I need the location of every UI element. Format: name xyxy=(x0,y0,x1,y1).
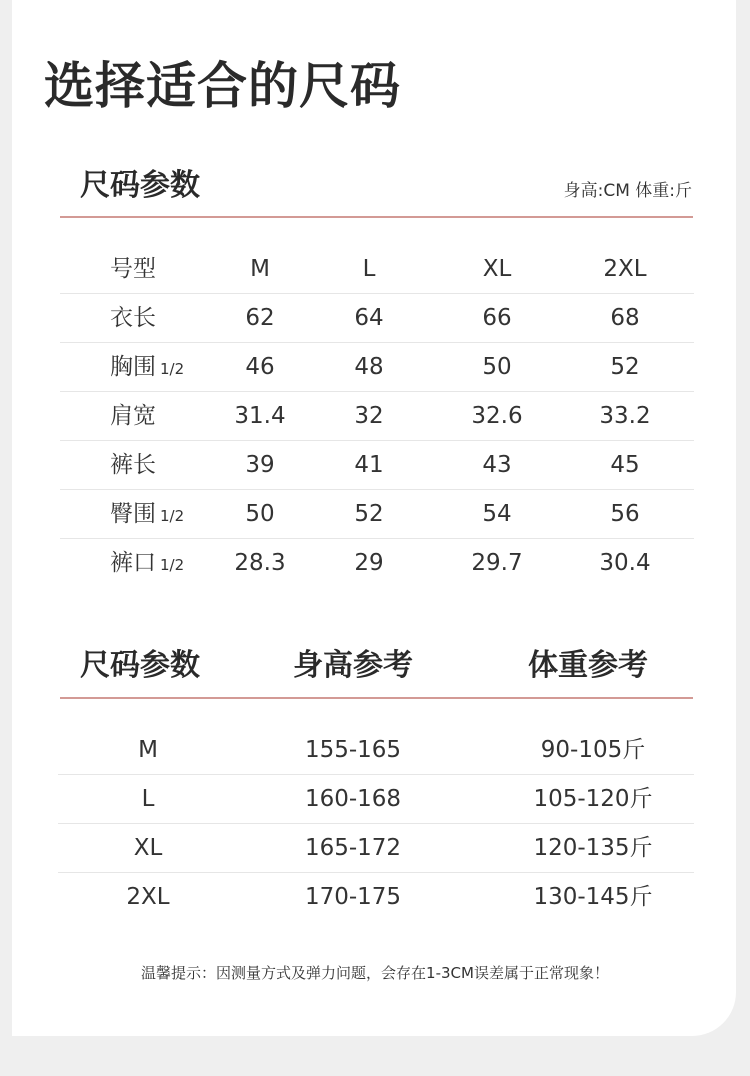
header-height: 身高参考 xyxy=(293,648,413,683)
section2-divider xyxy=(60,697,693,699)
value-l: 52 xyxy=(354,501,384,527)
table-row xyxy=(60,490,694,539)
table-row xyxy=(60,441,694,490)
table-row xyxy=(58,726,694,775)
header-size-xl: XL xyxy=(482,256,512,282)
value-2xl: 68 xyxy=(610,305,640,331)
ref-height: 160-168 xyxy=(304,786,402,812)
row-label: 衣长 xyxy=(110,305,156,331)
size-measurement-table xyxy=(60,245,694,587)
table-row xyxy=(60,539,694,587)
page-title: 选择适合的尺码 xyxy=(44,57,401,115)
ref-size: XL xyxy=(133,835,163,861)
ref-height: 155-165 xyxy=(304,737,402,763)
table-row xyxy=(60,343,694,392)
value-m: 31.4 xyxy=(234,403,286,429)
header-label: 号型 xyxy=(110,256,156,282)
half-suffix: 1/2 xyxy=(160,507,185,525)
value-2xl: 33.2 xyxy=(599,403,651,429)
value-m: 62 xyxy=(245,305,275,331)
value-m: 39 xyxy=(245,452,275,478)
table-row xyxy=(58,775,694,824)
warm-tip-note: 温馨提示：因测量方式及弹力问题，会存在1-3CM误差属于正常现象！ xyxy=(141,964,609,982)
value-xl: 54 xyxy=(482,501,512,527)
ref-weight: 90-105斤 xyxy=(540,737,646,763)
table-row xyxy=(58,824,694,873)
header-size: 尺码参数 xyxy=(80,648,200,683)
row-label: 裤口 1/2 xyxy=(110,550,185,576)
table-row xyxy=(60,294,694,343)
value-xl: 50 xyxy=(482,354,512,380)
value-m: 28.3 xyxy=(234,550,286,576)
ref-size: M xyxy=(138,737,158,763)
section1-divider xyxy=(60,216,693,218)
half-suffix: 1/2 xyxy=(160,556,185,574)
table-row xyxy=(60,392,694,441)
ref-size: L xyxy=(141,786,155,812)
value-xl: 43 xyxy=(482,452,512,478)
ref-height: 170-175 xyxy=(304,884,402,910)
row-label: 肩宽 xyxy=(110,403,156,429)
row-label: 臀围 1/2 xyxy=(110,501,185,527)
value-2xl: 52 xyxy=(610,354,640,380)
value-2xl: 45 xyxy=(610,452,640,478)
header-size-2xl: 2XL xyxy=(603,256,647,282)
header-weight: 体重参考 xyxy=(528,648,648,683)
value-l: 48 xyxy=(354,354,384,380)
ref-size: 2XL xyxy=(126,884,170,910)
half-suffix: 1/2 xyxy=(160,360,185,378)
ref-weight: 130-145斤 xyxy=(533,884,653,910)
ref-weight: 105-120斤 xyxy=(533,786,653,812)
value-l: 29 xyxy=(354,550,384,576)
value-xl: 29.7 xyxy=(471,550,523,576)
row-label: 胸围 1/2 xyxy=(110,354,185,380)
unit-note: 身高:CM 体重:斤 xyxy=(563,181,692,201)
value-m: 50 xyxy=(245,501,275,527)
ref-height: 165-172 xyxy=(304,835,402,861)
value-l: 32 xyxy=(354,403,384,429)
value-l: 64 xyxy=(354,305,384,331)
size-params-title: 尺码参数 xyxy=(80,168,200,203)
table-header-row xyxy=(60,245,694,294)
reference-table xyxy=(58,726,694,921)
header-size-m: M xyxy=(250,256,270,282)
value-2xl: 30.4 xyxy=(599,550,651,576)
table-row xyxy=(58,873,694,921)
header-size-l: L xyxy=(362,256,376,282)
row-label: 裤长 xyxy=(110,452,156,478)
value-xl: 66 xyxy=(482,305,512,331)
ref-weight: 120-135斤 xyxy=(533,835,653,861)
value-2xl: 56 xyxy=(610,501,640,527)
value-l: 41 xyxy=(354,452,384,478)
value-xl: 32.6 xyxy=(471,403,523,429)
value-m: 46 xyxy=(245,354,275,380)
